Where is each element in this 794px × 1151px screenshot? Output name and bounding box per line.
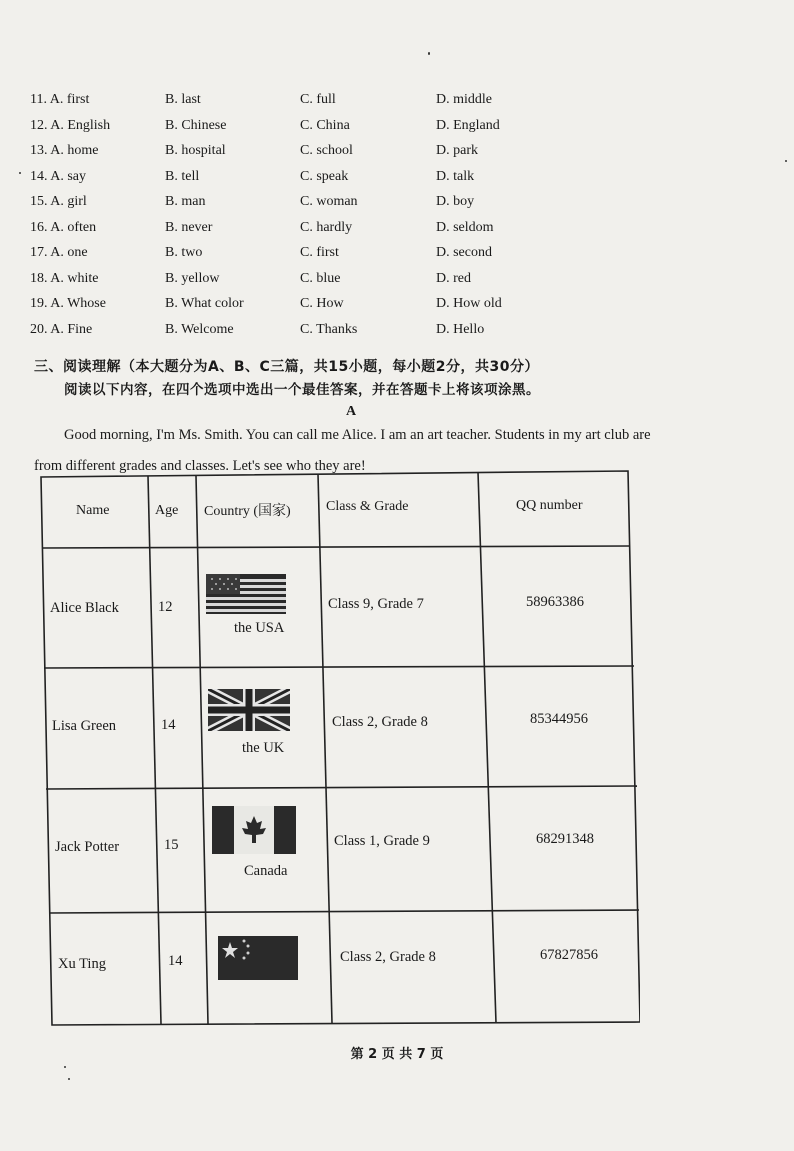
question-row: [30, 118, 590, 144]
qq-number: 67827856: [540, 947, 598, 963]
country-label: the UK: [242, 740, 285, 756]
option-d: D. How old: [436, 296, 502, 311]
question-row: [30, 92, 590, 118]
country-label: Canada: [244, 863, 288, 879]
option-b: B. man: [165, 194, 206, 209]
option-a: 17. A. one: [30, 245, 88, 260]
student-age: 15: [164, 837, 179, 853]
option-a: 13. A. home: [30, 143, 99, 158]
class-grade: Class 1, Grade 9: [334, 833, 430, 849]
option-d: D. talk: [436, 168, 475, 184]
qq-number: 85344956: [530, 711, 588, 727]
student-table: [40, 470, 640, 1026]
option-b: B. never: [165, 219, 213, 235]
option-c: C. How: [300, 296, 344, 311]
option-b: B. last: [165, 92, 201, 107]
option-d: D. middle: [436, 92, 492, 107]
class-grade: Class 9, Grade 7: [328, 596, 424, 612]
student-age: 14: [168, 953, 183, 969]
student-age: 14: [161, 717, 176, 733]
option-c: C. first: [300, 245, 339, 260]
student-age: 12: [158, 599, 173, 615]
option-c: C. China: [300, 117, 350, 133]
option-c: C. blue: [300, 270, 341, 286]
choice-question-list: [30, 92, 590, 347]
option-d: D. red: [436, 270, 471, 286]
question-row: [30, 169, 590, 195]
table-grid: [40, 470, 640, 1026]
option-b: B. hospital: [165, 143, 226, 158]
option-d: D. boy: [436, 194, 475, 209]
option-a: 19. A. Whose: [30, 296, 106, 311]
header-age: Age: [155, 503, 179, 518]
scan-speck: [785, 160, 787, 162]
option-c: C. full: [300, 92, 336, 107]
option-a: 15. A. girl: [30, 194, 87, 209]
passage-text: Good morning, I'm Ms. Smith. You can call me Alice. I am an art teacher. Students in my art club are from different grades and classes. Let's see who they are!: [34, 427, 651, 474]
option-b: B. two: [165, 245, 203, 260]
question-row: [30, 271, 590, 297]
scan-speck: [19, 172, 21, 174]
option-a: 20. A. Fine: [30, 321, 93, 337]
option-b: B. tell: [165, 168, 200, 184]
usa-flag-icon: [206, 574, 286, 614]
qq-number: 68291348: [536, 831, 594, 847]
option-c: C. speak: [300, 168, 349, 184]
page-footer: 第 2 页 共 7 页: [350, 1047, 444, 1062]
option-a: 18. A. white: [30, 270, 99, 286]
option-a: 11. A. first: [30, 92, 90, 107]
class-grade: Class 2, Grade 8: [340, 949, 436, 965]
student-name: Lisa Green: [52, 718, 117, 734]
uk-flag-icon: [208, 689, 290, 731]
china-flag-icon: [218, 936, 298, 980]
option-b: B. yellow: [165, 270, 220, 286]
question-row: [30, 322, 590, 348]
section-title: 三、阅读理解（本大题分为A、B、C三篇，共15小题，每小题2分，共30分）: [34, 359, 539, 375]
student-name: Xu Ting: [58, 956, 106, 972]
student-name: Alice Black: [50, 600, 119, 616]
header-name: Name: [76, 503, 110, 518]
scan-speck: [64, 1066, 66, 1068]
option-b: B. What color: [165, 296, 244, 311]
student-name: Jack Potter: [55, 839, 120, 855]
canada-flag-icon: [212, 806, 296, 854]
option-c: C. woman: [300, 194, 358, 209]
passage-label: A: [346, 404, 357, 419]
option-b: B. Chinese: [165, 117, 227, 133]
option-d: D. Hello: [436, 321, 485, 337]
country-label: the USA: [234, 620, 285, 636]
option-b: B. Welcome: [165, 321, 234, 337]
question-row: [30, 220, 590, 246]
question-row: [30, 143, 590, 169]
option-c: C. school: [300, 143, 353, 158]
scan-speck: [428, 52, 430, 55]
option-c: C. hardly: [300, 219, 353, 235]
question-row: [30, 296, 590, 322]
scan-speck: [68, 1078, 70, 1080]
option-c: C. Thanks: [300, 321, 358, 337]
option-d: D. seldom: [436, 219, 494, 235]
qq-number: 58963386: [526, 594, 584, 610]
header-class-grade: Class & Grade: [326, 499, 409, 514]
class-grade: Class 2, Grade 8: [332, 714, 428, 730]
option-a: 14. A. say: [30, 168, 86, 184]
option-a: 12. A. English: [30, 117, 111, 133]
question-row: [30, 245, 590, 271]
option-a: 16. A. often: [30, 219, 97, 235]
option-d: D. England: [436, 117, 500, 133]
header-country: Country (国家): [204, 504, 291, 519]
header-qq: QQ number: [516, 498, 583, 513]
option-d: D. second: [436, 245, 492, 260]
question-row: [30, 194, 590, 220]
section-instruction: 阅读以下内容，在四个选项中选出一个最佳答案，并在答题卡上将该项涂黑。: [64, 382, 540, 398]
option-d: D. park: [436, 143, 478, 158]
